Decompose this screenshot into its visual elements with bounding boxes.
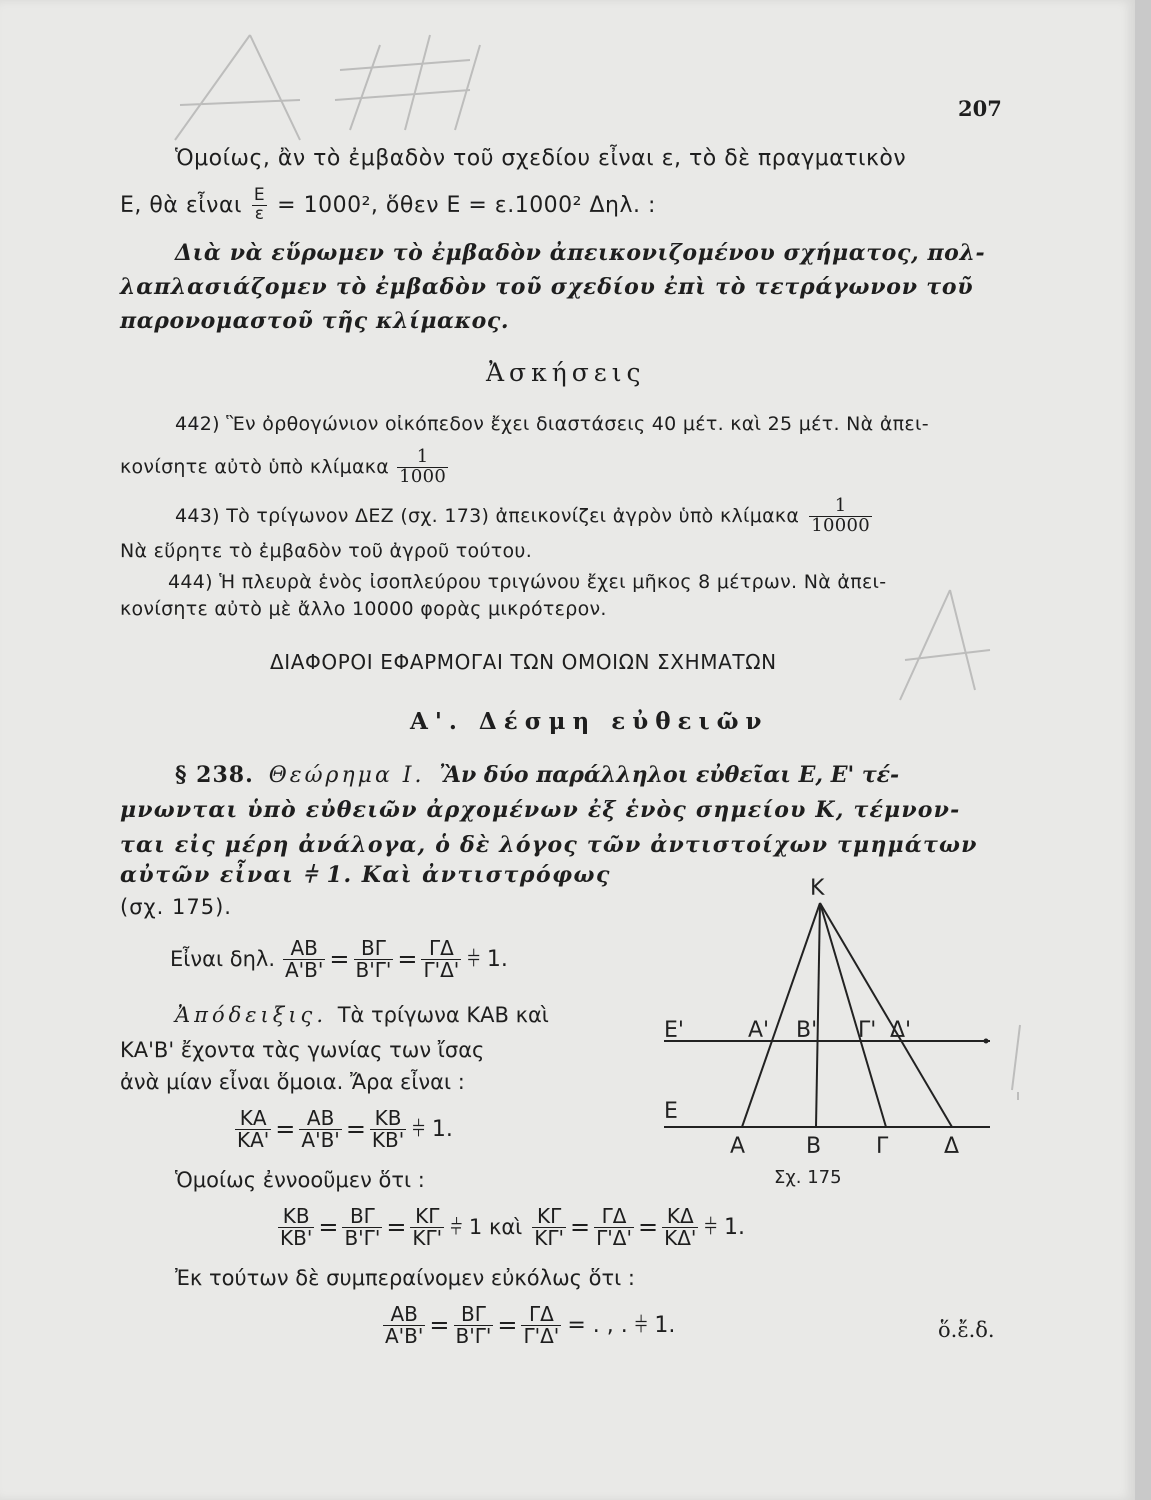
numerator: ΚΒ [374,1105,402,1130]
denominator: ΚΓ' [534,1225,565,1250]
label-d-prime: Δ' [890,1018,912,1043]
denominator: ΚΒ' [280,1225,313,1250]
numerator: ΑΒ [306,1105,335,1130]
theorem-text: Ἂν δύο παράλληλοι εὐθεῖαι Ε, Ε' τέ- [439,762,900,788]
scale-numerator: 1 [416,445,429,467]
numerator: ΚΒ [282,1203,310,1228]
fraction-ab [383,1301,425,1348]
fraction-gd [594,1203,634,1250]
exercise-442-line1: 442) Ἓν ὀρθογώνιον οἰκόπεδον ἔχει διαστάσεις 40 μέτ. καὶ 25 μέτ. Νὰ ἀπει- [175,413,929,435]
theorem-line1 [175,762,899,788]
equals-sign: = [345,1115,366,1143]
label-g: Γ [876,1134,889,1159]
equals-sign: = [397,945,418,973]
fraction-kd [662,1203,698,1250]
label-d: Δ [944,1134,960,1159]
denominator: Γ'Δ' [596,1225,632,1250]
ray-kg [820,903,886,1127]
proof-line2: ΚΑ'Β' ἔχοντα τὰς γωνίας των ἴσας [120,1038,485,1062]
equals-sign: = [318,1213,339,1241]
equals-sign: = [570,1213,591,1241]
denominator: ΚΔ' [664,1225,697,1250]
proof-text: Τὰ τρίγωνα ΚΑΒ καὶ [337,1003,549,1027]
denominator: ΚΓ' [412,1225,443,1250]
pencil-exclamation-mark [1012,1025,1020,1100]
fraction-numerator: Ε [253,184,266,205]
label-e: Ε [664,1099,678,1124]
fraction-kb [370,1105,406,1152]
para1-line2-end: = 1000², ὅθεν Ε = ε.1000² Δηλ. : [277,192,656,218]
numerator: ΒΓ [349,1203,375,1228]
statement-prefix: Εἶναι δηλ. [170,947,275,971]
equals-sign: = [386,1213,407,1241]
exercise-442-line2 [120,442,448,492]
ray-ka [742,903,820,1127]
fraction-kb [278,1203,314,1250]
line-end-dot [984,1039,989,1044]
theorem-label: Θεώρημα Ι. [268,763,425,788]
numerator: ΚΓ [537,1203,562,1228]
para1-line2-start: Ε, θὰ εἶναι [120,192,242,218]
numerator: ΒΓ [461,1301,486,1326]
fraction-kg [410,1203,444,1250]
theorem-line5: (σχ. 175). [120,895,232,919]
proof-similarly: Ὁμοίως ἐννοοῦμεν ὅτι : [175,1168,425,1192]
denominator: Γ'Δ' [423,957,460,982]
denominator: Α'Β' [285,957,324,982]
theorem-line4: αὐτῶν εἶναι ⫩ 1. Καὶ ἀντιστρόφως [120,862,611,888]
numerator: ΚΓ [415,1203,440,1228]
label-a-prime: Α' [748,1018,770,1043]
equation-suffix: ⫩ 1. [704,1214,746,1240]
equation-suffix: = . , . ⫩ 1. [567,1312,676,1338]
numerator: ΑΒ [390,1301,418,1326]
fraction-e-over-e [252,184,267,224]
scale-numerator: 1 [834,494,847,516]
exercise-442-text: κονίσητε αὐτὸ ὑπὸ κλίμακα [120,456,390,478]
scale-fraction-1000 [397,445,448,487]
ray-kb [816,903,820,1127]
qed-mark: ὅ.ἔ.δ. [938,1318,995,1342]
equation-mid: ⫩ 1 καὶ [450,1214,523,1239]
rule-line2: λαπλασιάζομεν τὸ ἐμβαδὸν τοῦ σχεδίου ἐπὶ τὸ τετράγωνον τοῦ [120,274,974,300]
label-e-prime: Ε' [664,1018,684,1043]
label-a: Α [730,1134,746,1159]
denominator: Γ'Δ' [523,1323,560,1348]
denominator: ΚΑ' [237,1127,270,1152]
scale-denominator: 10000 [811,514,871,536]
para1-line1: Ὁμοίως, ἂν τὸ ἐμβαδὸν τοῦ σχεδίου εἶναι ε, τὸ δὲ πραγματικὸν [175,146,907,171]
exercise-444-line2: κονίσητε αὐτὸ μὲ ἄλλο 10000 φορὰς μικρότερον. [120,598,607,620]
fraction-gd [421,935,461,982]
exercise-443-line1 [175,490,872,542]
page-number: 207 [958,96,1002,121]
numerator: ΒΓ [361,935,386,960]
proof-equation-3 [383,1296,675,1354]
denominator: Α'Β' [301,1127,340,1152]
numerator: ΑΒ [290,935,318,960]
denominator: Α'Β' [385,1323,424,1348]
fraction-bg [342,1203,382,1250]
figure-caption: Σχ. 175 [774,1167,842,1188]
rule-line1: Διὰ νὰ εὕρωμεν τὸ ἐμβαδὸν ἀπεικονιζομένου σχήματος, πολ- [175,240,986,266]
theorem-line3: ται εἰς μέρη ἀνάλογα, ὁ δὲ λόγος τῶν ἀντιστοίχων τμημάτων [120,832,978,858]
scale-fraction-10000 [809,494,872,536]
numerator: ΓΔ [428,935,454,960]
scale-denominator: 1000 [399,465,447,487]
pencil-letter-a-mark [175,35,300,140]
fraction-bg [354,935,394,982]
denominator: Β'Γ' [455,1323,492,1348]
proof-equation-2 [278,1198,745,1256]
fraction-ab [299,1105,341,1152]
proof-line1 [175,1003,549,1027]
subsection-title: Α'. Δέσμη εὐθειῶν [410,708,769,735]
fraction-ka [235,1105,271,1152]
label-k: Κ [810,876,825,901]
exercises-title: Ἀσκήσεις [486,358,646,387]
statement-suffix: ⫩ 1. [467,946,508,972]
label-b-prime: Β' [796,1018,818,1043]
figure-175 [650,865,1010,1195]
theorem-line2: μνωνται ὑπὸ εὐθειῶν ἀρχομένων ἐξ ἑνὸς σημείου Κ, τέμνον- [120,797,961,823]
denominator: Β'Γ' [344,1225,381,1250]
theorem-number: § 238. [175,762,254,788]
proof-label: Ἀπόδειξις. [175,1003,327,1027]
fraction-kg [532,1203,566,1250]
fraction-ab [283,935,325,982]
equals-sign: = [429,1311,450,1339]
fraction-denominator: ε [252,205,267,224]
equals-sign: = [329,945,350,973]
pencil-margin-a-mark [900,590,990,700]
numerator: ΓΔ [528,1301,554,1326]
equation-suffix: ⫩ 1. [412,1116,453,1142]
denominator: ΚΒ' [371,1127,405,1152]
pencil-hash-mark [335,35,480,130]
proof-conclusion-text: Ἐκ τούτων δὲ συμπεραίνομεν εὐκόλως ὅτι : [175,1266,636,1290]
statement-equation [170,930,508,988]
exercise-443-text: 443) Τὸ τρίγωνον ΔΕΖ (σχ. 173) ἀπεικονίζει ἀγρὸν ὑπὸ κλίμακα [175,505,800,527]
equals-sign: = [275,1115,296,1143]
proof-line3: ἀνὰ μίαν εἶναι ὅμοια. Ἄρα εἶναι : [120,1070,465,1094]
fraction-gd [521,1301,561,1348]
exercise-443-line2: Νὰ εὕρητε τὸ ἐμβαδὸν τοῦ ἀγροῦ τούτου. [120,540,533,562]
para1-line2 [120,180,656,230]
equals-sign: = [637,1213,659,1241]
proof-equation-1 [235,1100,453,1158]
ray-kd [820,903,952,1127]
rule-line3: παρονομαστοῦ τῆς κλίμακος. [120,308,510,334]
label-b: Β [806,1134,822,1159]
section-title: ΔΙΑΦΟΡΟΙ ΕΦΑΡΜΟΓΑΙ ΤΩΝ ΟΜΟΙΩΝ ΣΧΗΜΑΤΩΝ [270,650,777,674]
numerator: ΚΑ [239,1105,267,1130]
denominator: Β'Γ' [355,957,392,982]
fraction-bg [454,1301,494,1348]
numerator: ΚΔ [666,1203,694,1228]
numerator: ΓΔ [601,1203,627,1228]
exercise-444-line1: 444) Ἡ πλευρὰ ἑνὸς ἰσοπλεύρου τριγώνου ἔχει μῆκος 8 μέτρων. Νὰ ἀπει- [168,571,887,593]
equals-sign: = [497,1311,518,1339]
label-g-prime: Γ' [858,1018,877,1043]
